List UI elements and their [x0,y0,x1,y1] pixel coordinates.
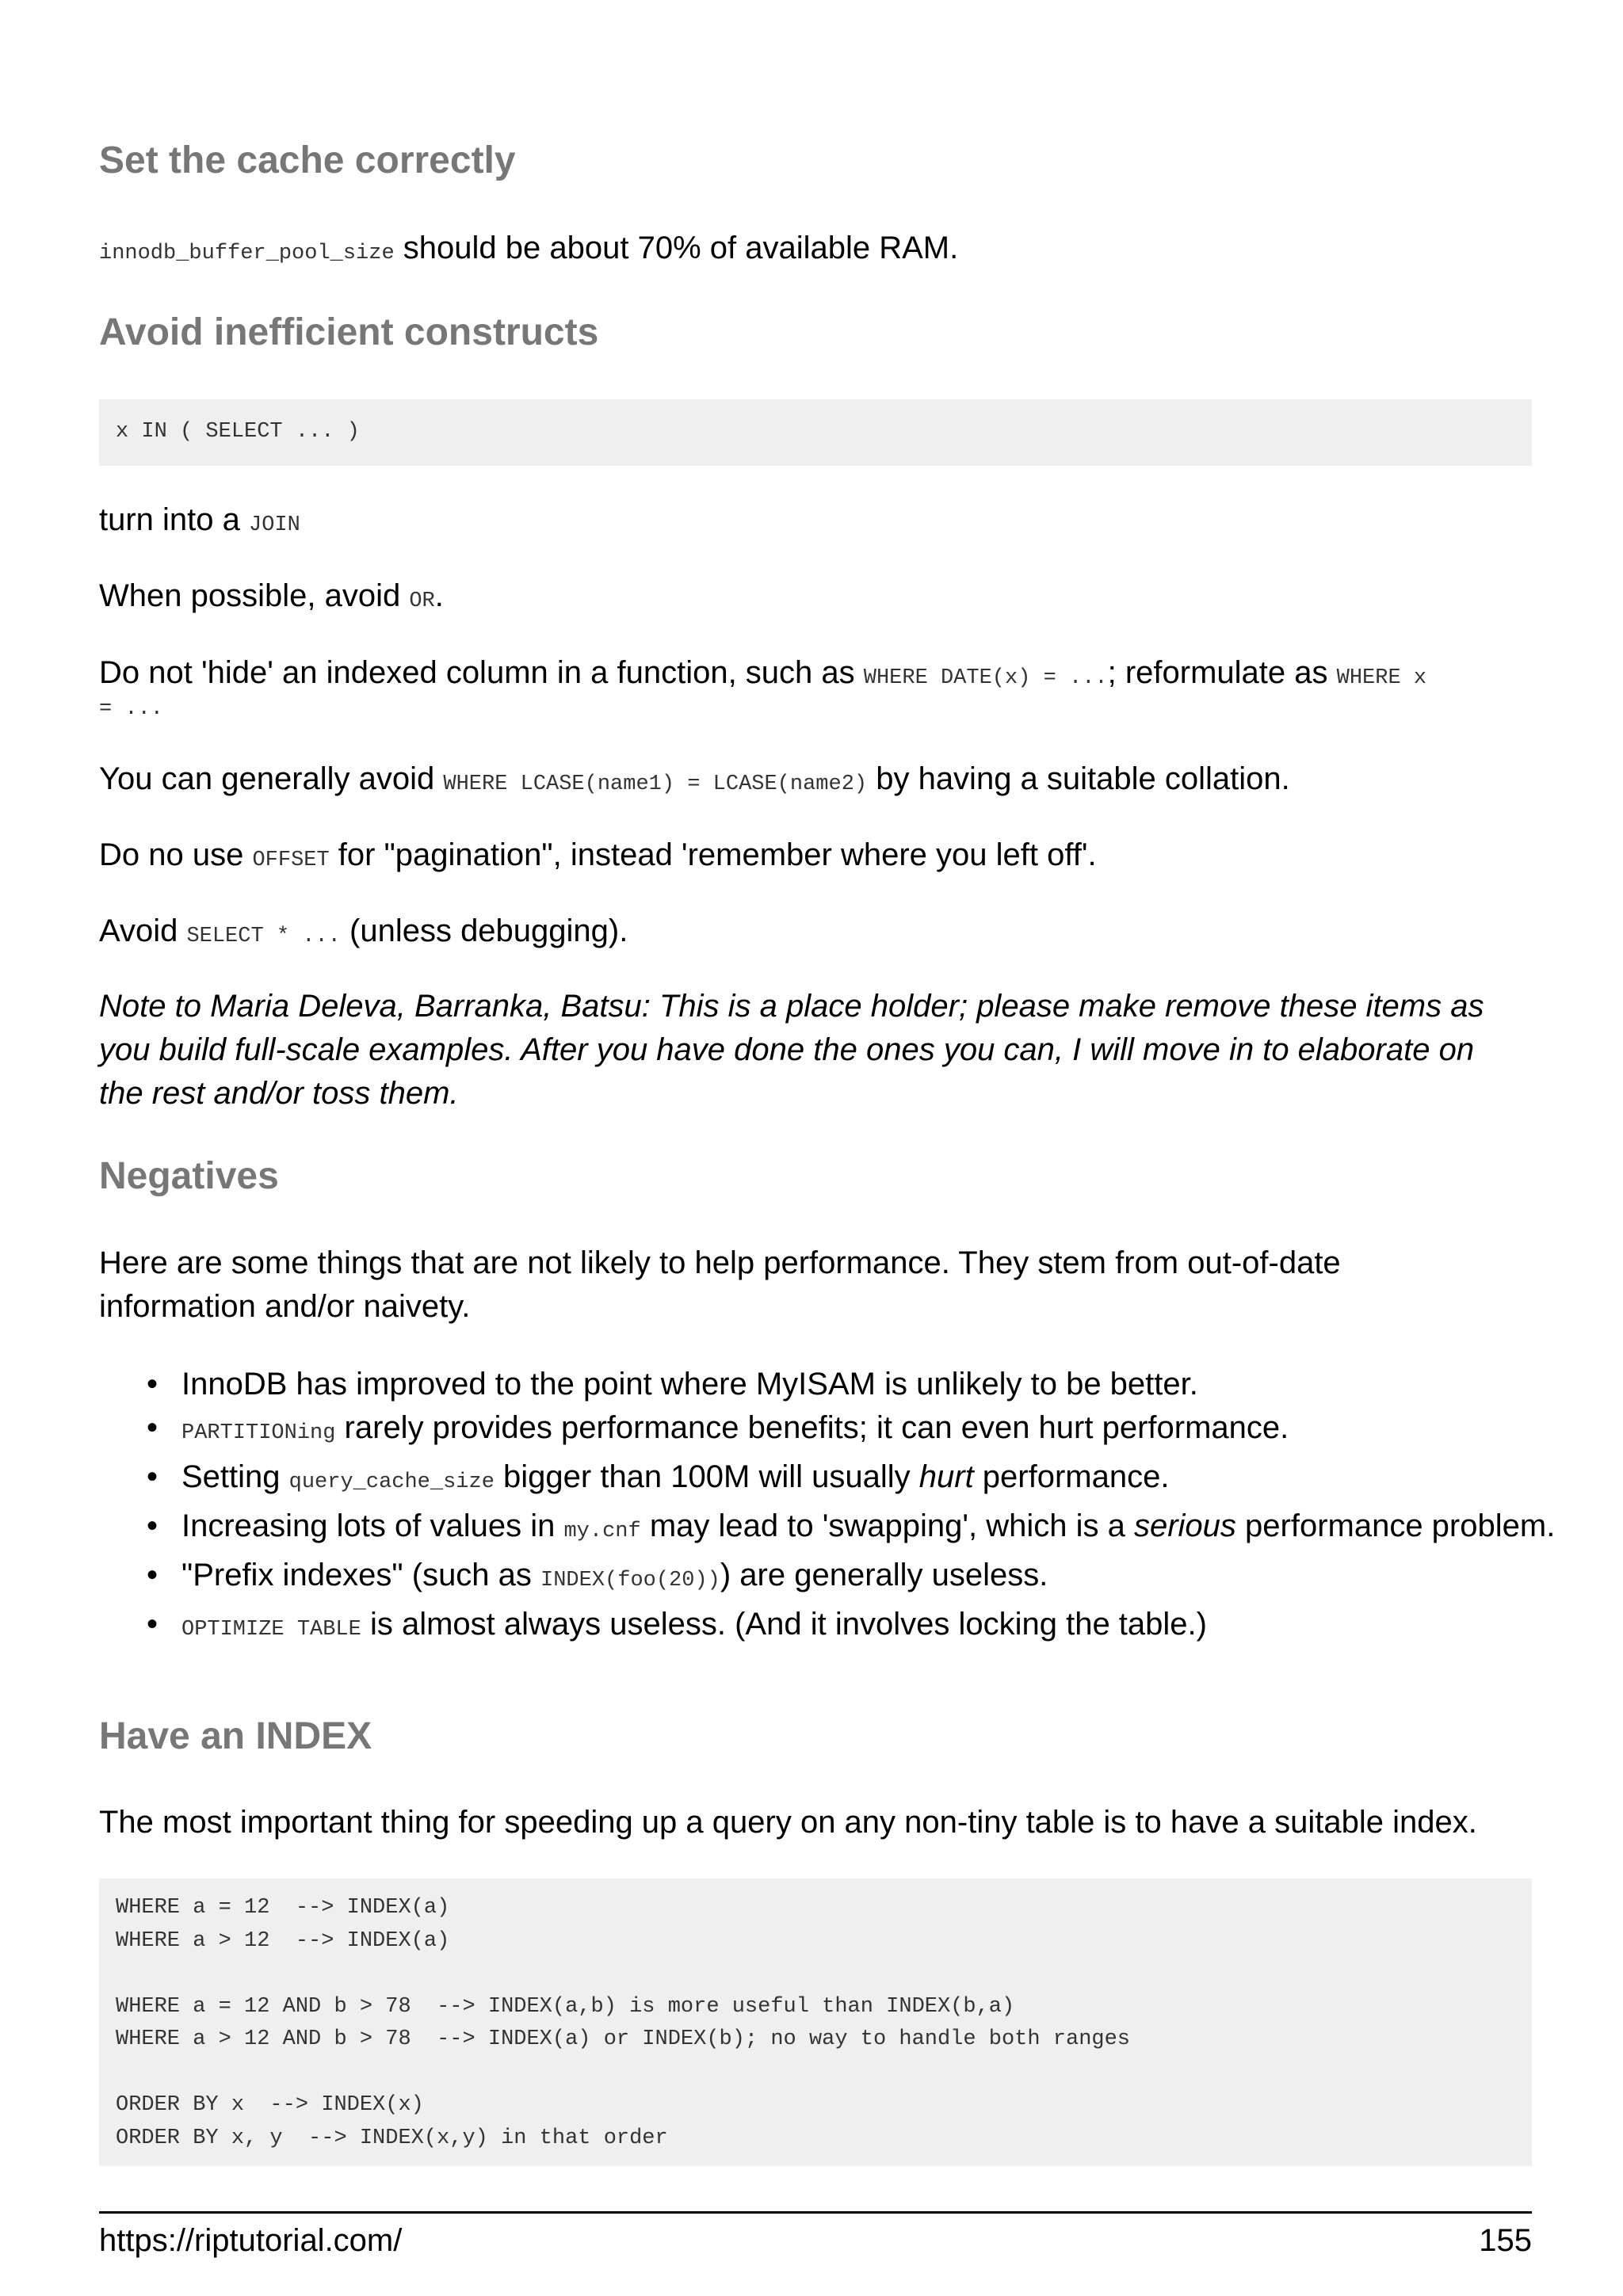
inline-code: WHERE LCASE(name1) = LCASE(name2) [443,772,868,796]
list-item: • Increasing lots of values in my.cnf may lead to 'swapping', which is a serious performance problem. [99,1505,1576,1554]
paragraph-hide-column-cont [99,688,1532,725]
footer-divider [99,2211,1532,2214]
code-line: WHERE a > 12 --> INDEX(a) [116,1928,450,1953]
list-item: • InnoDB has improved to the point where MyISAM is unlikely to be better. [99,1363,1532,1406]
paragraph-index-intro: The most important thing for speeding up a query on any non-tiny table is to have a suitable index. [99,1805,1477,1840]
bullet-icon: • [147,1508,158,1543]
inline-code: = ... [99,697,164,721]
inline-code: my.cnf [563,1520,641,1543]
paragraph-cache: innodb_buffer_pool_size should be about 70% of available RAM. [99,231,959,265]
section-heading-avoid: Avoid inefficient constructs [99,311,599,353]
code-line [116,1958,1532,1991]
paragraph-note: Note to Maria Deleva, Barranka, Batsu: This is a place holder; please make remove these items as you build full-scale examples. After you have done the ones you can, I will move in to elaborate on the rest and/or toss them. [99,989,1484,1111]
paragraph-join: turn into a JOIN [99,502,300,537]
bullet-icon: • [147,1367,158,1402]
paragraph-hide-column: Do not 'hide' an indexed column in a function, such as WHERE DATE(x) = ...; reformulate as WHERE x [99,655,1427,690]
list-item: • "Prefix indexes" (such as INDEX(foo(20))) are generally useless. [99,1554,1532,1603]
inline-code: WHERE DATE(x) = ... [863,666,1108,690]
inline-code: WHERE x [1336,666,1427,690]
footer-url: https://riptutorial.com/ [99,2223,403,2258]
bullet-icon: • [147,1459,158,1494]
inline-code: query_cache_size [288,1470,495,1494]
inline-code: SELECT * ... [186,925,341,948]
bullet-icon: • [147,1410,158,1445]
section-heading-index: Have an INDEX [99,1715,372,1757]
paragraph-offset: Do no use OFFSET for "pagination", instead 'remember where you left off'. [99,837,1097,872]
inline-code: OPTIMIZE TABLE [181,1618,361,1642]
list-item: • OPTIMIZE TABLE is almost always useless. (And it involves locking the table.) [99,1603,1532,1652]
inline-code: OFFSET [252,849,330,872]
list-item: • Setting query_cache_size bigger than 100M will usually hurt performance. [99,1455,1532,1505]
code-line: WHERE a = 12 --> INDEX(a) [116,1896,450,1920]
code-line: WHERE a = 12 AND b > 78 --> INDEX(a,b) is more useful than INDEX(b,a) [116,1994,1015,2019]
bullet-icon: • [147,1558,158,1592]
paragraph-select-star: Avoid SELECT * ... (unless debugging). [99,913,628,948]
inline-code: innodb_buffer_pool_size [99,242,395,265]
section-heading-cache: Set the cache correctly [99,139,516,181]
paragraph-lcase: You can generally avoid WHERE LCASE(name1) = LCASE(name2) by having a suitable collation. [99,761,1290,796]
inline-code: JOIN [249,513,300,537]
paragraph-or: When possible, avoid OR. [99,578,444,613]
list-item: • PARTITIONing rarely provides performance benefits; it can even hurt performance. [99,1406,1532,1455]
negatives-list [99,1363,1556,1652]
code-line [116,2057,1532,2090]
inline-code: INDEX(foo(20)) [540,1569,720,1592]
page-number: 155 [1479,2223,1532,2258]
code-block-index-examples [99,1878,1532,2166]
inline-code: PARTITIONing [181,1421,336,1445]
code-line: ORDER BY x --> INDEX(x) [116,2093,424,2117]
code-line: ORDER BY x, y --> INDEX(x,y) in that order [116,2126,668,2150]
inline-code: OR [409,589,435,613]
paragraph-negatives-intro: Here are some things that are not likely to help performance. They stem from out-of-date information and/or naivety. [99,1245,1341,1324]
code-block-subquery: x IN ( SELECT ... ) [99,399,1532,466]
code-line: WHERE a > 12 AND b > 78 --> INDEX(a) or INDEX(b); no way to handle both ranges [116,2027,1131,2051]
bullet-icon: • [147,1607,158,1642]
section-heading-negatives: Negatives [99,1155,279,1197]
